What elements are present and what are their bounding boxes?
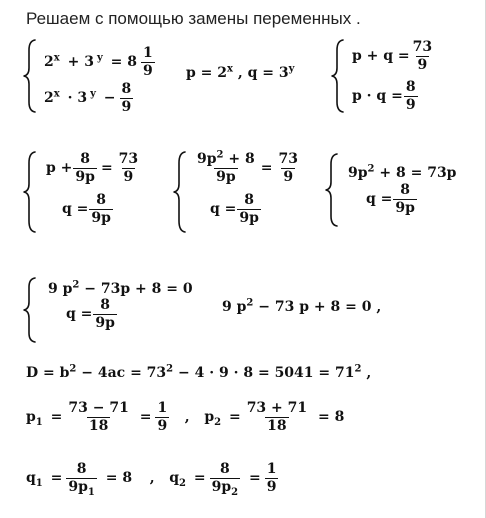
- system-4-eq-1: $\frac{9p^2 + 8}{9p}$ = $\frac{73}{9}$: [197, 149, 298, 185]
- brace-system-2: [330, 38, 346, 114]
- quadratic-equation: 9 $p^2 - 73$ p + 8 = 0 ,: [222, 297, 382, 315]
- system-2-eq-2: p · q = $\frac{8}{9}$: [352, 79, 416, 113]
- system-6-eq-1: 9 $p^2 - 73p + 8 = 0$: [48, 279, 193, 297]
- intro-text: Решаем с помощью замены переменных .: [26, 9, 361, 28]
- brace-system-1: [22, 38, 38, 114]
- system-6-eq-2: q = $\frac{8}{9p}$: [66, 297, 115, 331]
- roots-p-line: $p_1$ = $\frac{73 - 71}{18}$ = $\frac{1}{9}$ , $p_2$ = $\frac{73 + 71}{18}$ = 8: [26, 400, 345, 434]
- system-4-eq-2: q = $\frac{8}{9p}$: [210, 192, 259, 226]
- roots-q-line: $q_1$ = $\frac{8}{9p_1}$ = 8 , $q_2$ = $\frac{8}{9p_2}$ = $\frac{1}{9}$: [26, 461, 277, 498]
- system-1-eq-1: 2$^x$ + 3 $^y$ = 8 $\frac{1}{9}$: [44, 45, 153, 79]
- system-3-eq-2: q = $\frac{8}{9p}$: [62, 192, 111, 226]
- system-5-eq-2: q = $\frac{8}{9p}$: [366, 182, 415, 216]
- discriminant-line: $D = b^2 - 4ac = 73^2 - 4 \cdot 9 \cdot 8 = 5041 = 71^2$ ,: [26, 363, 372, 381]
- substitution: $p = 2^x$ , $q = 3^y$: [186, 63, 295, 81]
- brace-system-3: [22, 150, 38, 234]
- brace-system-6: [22, 276, 38, 344]
- brace-system-4: [172, 150, 188, 234]
- brace-system-5: [324, 152, 340, 228]
- system-5-eq-1: $9p^2 + 8 = 73p$: [348, 163, 457, 181]
- system-3-eq-1: p + $\frac{8}{9p}$ = $\frac{73}{9}$: [46, 151, 139, 185]
- system-1-eq-2: 2$^x$ · 3 $^y$ − $\frac{8}{9}$: [44, 81, 132, 115]
- system-2-eq-1: p + q = $\frac{73}{9}$: [352, 39, 433, 73]
